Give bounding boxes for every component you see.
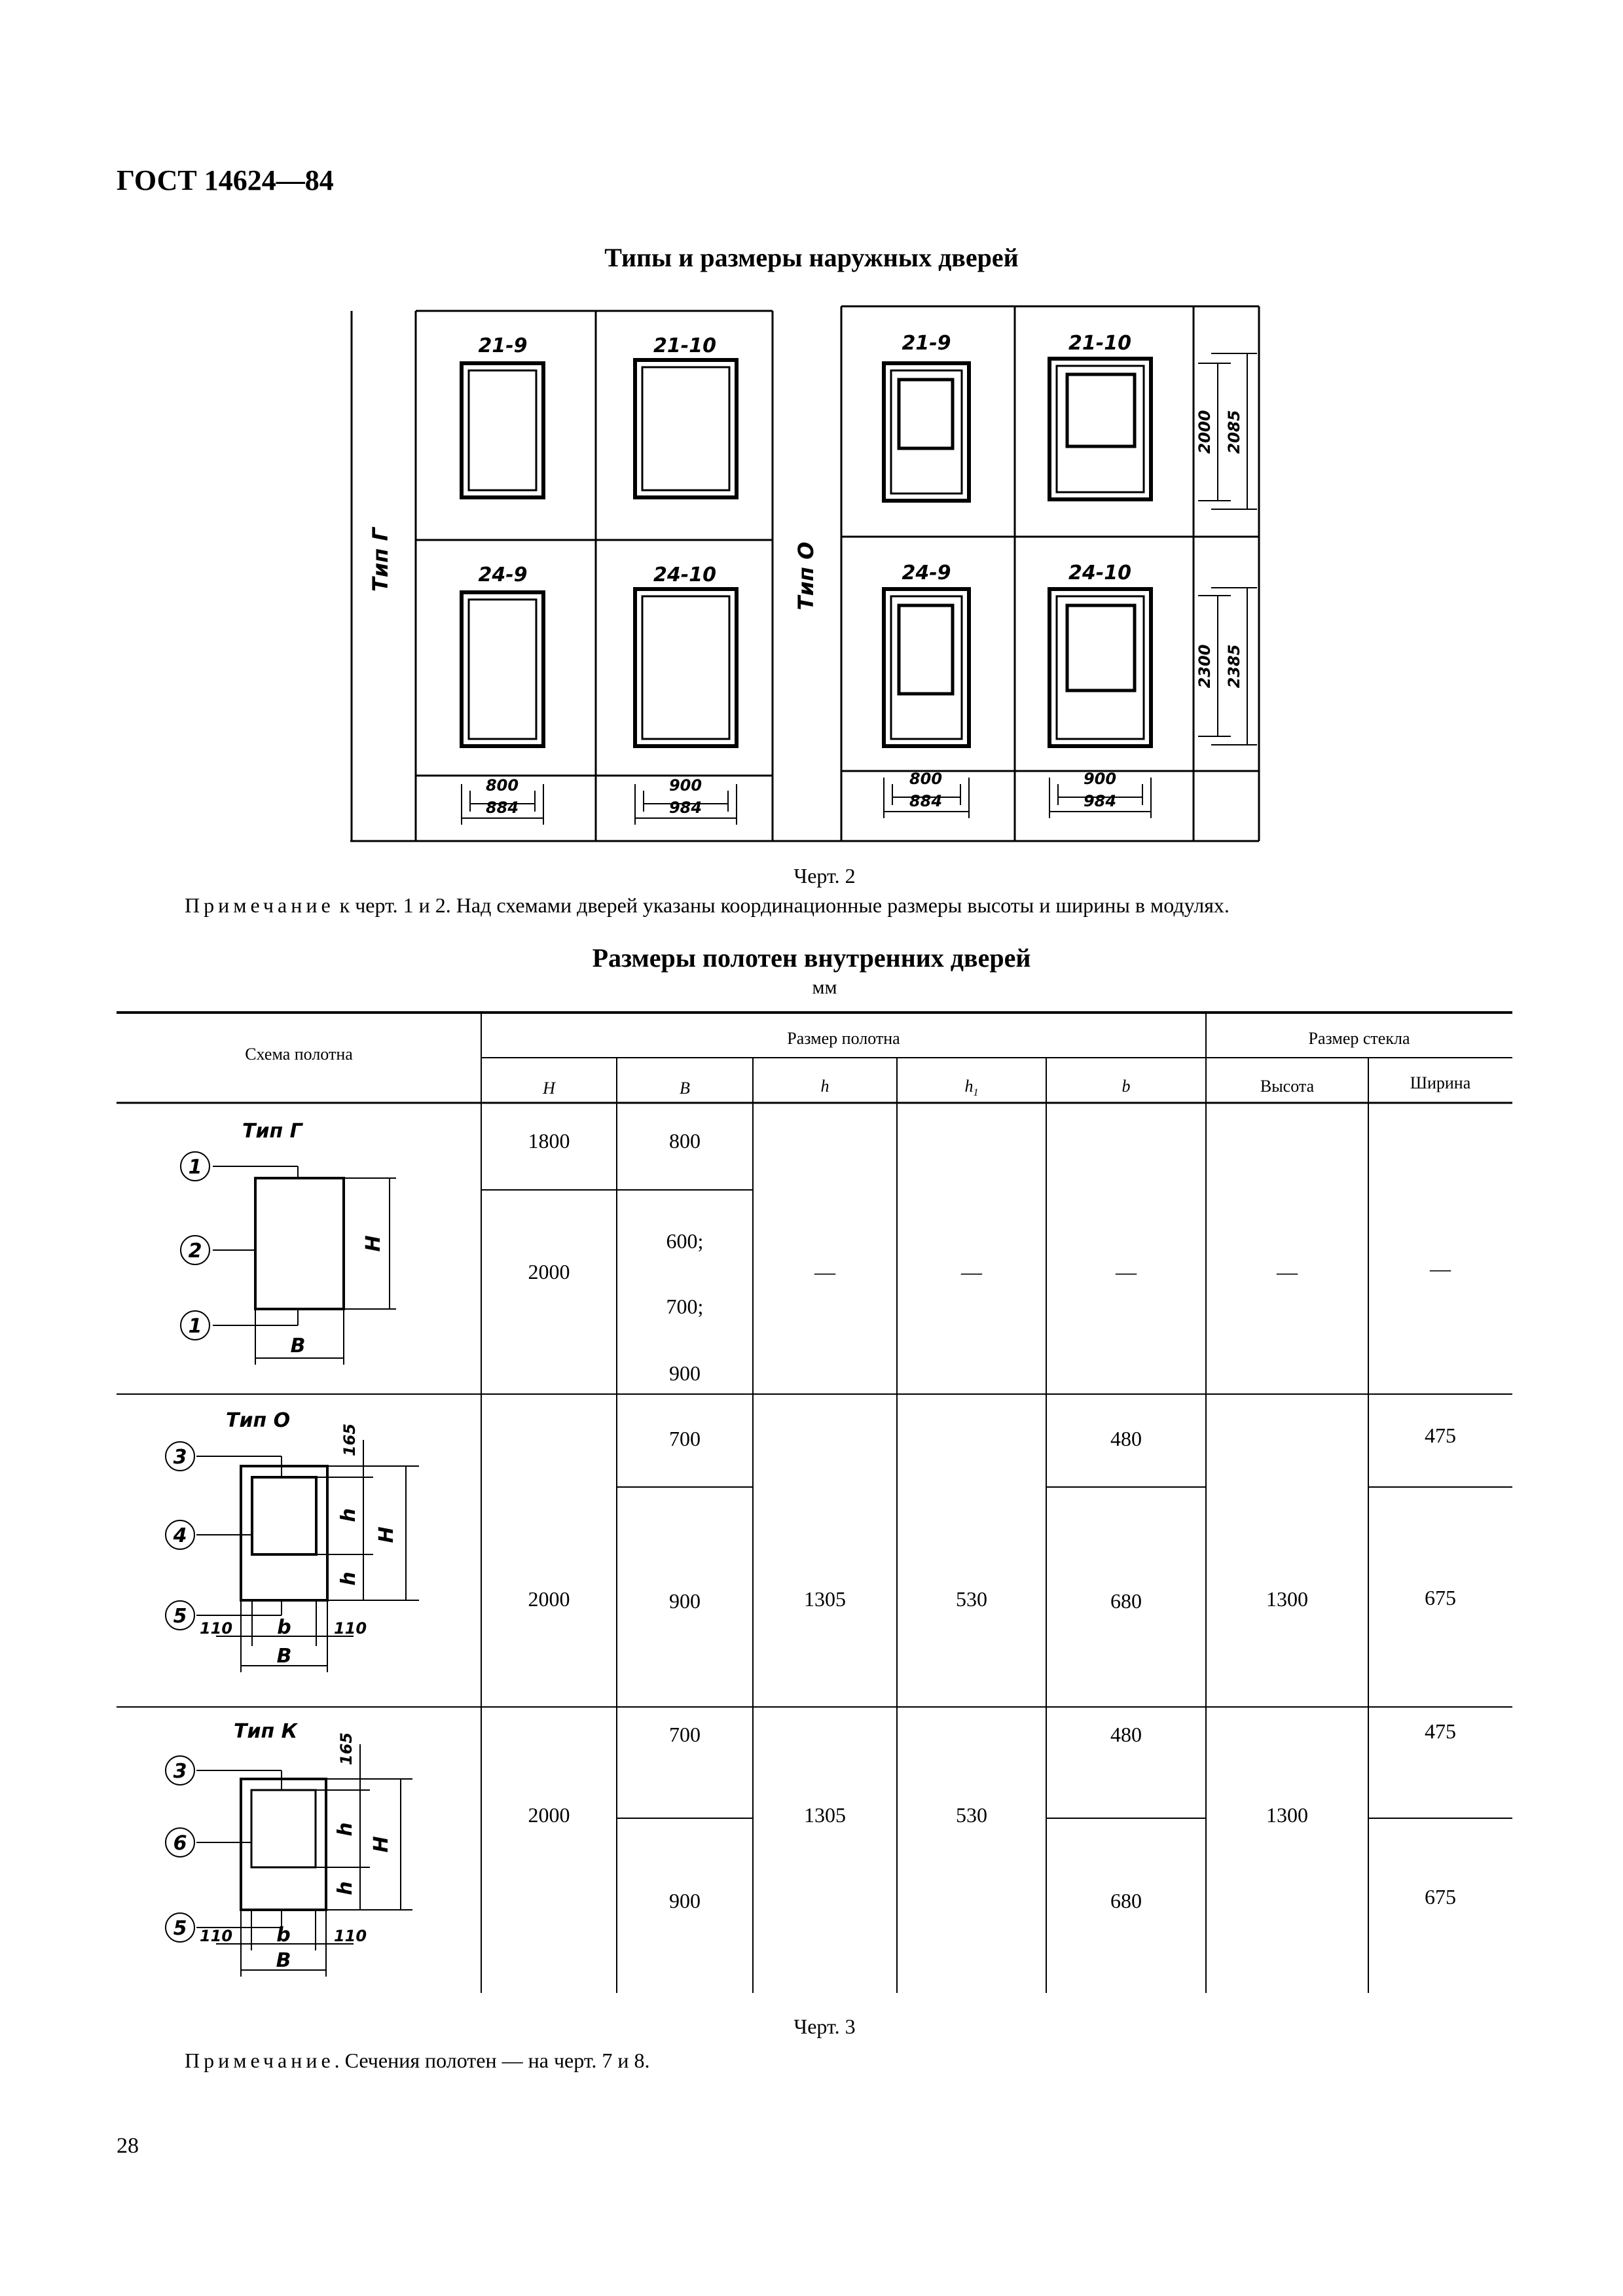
dim-165-k: 165: [337, 1732, 356, 1766]
mark-6: 6: [173, 1832, 187, 1855]
figure3-note-text: . Сечения полотен — на черт. 7 и 8.: [334, 2049, 650, 2072]
header-glass-height: Высота: [1260, 1077, 1315, 1096]
k-b-480: 480: [1110, 1723, 1142, 1746]
k-h: 1305: [804, 1803, 846, 1827]
dim-110-left-k: 110: [199, 1927, 233, 1945]
o-b-680: 680: [1110, 1589, 1142, 1613]
o-h1: 530: [956, 1587, 987, 1611]
dim-2300: 2300: [1195, 644, 1214, 689]
header-scheme: Схема полотна: [245, 1045, 353, 1064]
figure2-note-label: Примечание: [185, 893, 335, 917]
header-B: B: [680, 1079, 690, 1098]
dim-B-g: B: [290, 1335, 306, 1357]
header-leaf-size: Размер полотна: [787, 1029, 900, 1048]
dim-110-right-o: 110: [333, 1619, 367, 1638]
dim-b-k: b: [276, 1924, 291, 1946]
dim-884-g: 884: [485, 798, 519, 817]
k-glass-width-475: 475: [1425, 1719, 1456, 1743]
door-label-g-24-10: 24-10: [653, 564, 716, 586]
k-h1: 530: [956, 1803, 987, 1827]
type-o-label: Тип О: [793, 541, 818, 611]
g-h1: —: [961, 1260, 982, 1283]
header-glass-size: Размер стекла: [1308, 1029, 1410, 1048]
dim-800-g: 800: [485, 776, 519, 795]
scheme-type-o: [166, 1409, 419, 1672]
mark-3-o: 3: [173, 1446, 187, 1469]
door-label-o-21-10: 21-10: [1068, 332, 1131, 355]
dim-900-g: 900: [668, 776, 702, 795]
door-label-g-21-9: 21-9: [478, 334, 528, 357]
dim-H-k: H: [370, 1836, 393, 1853]
mark-4: 4: [173, 1524, 187, 1547]
dim-110-left-o: 110: [199, 1619, 233, 1638]
figure2-title: Типы и размеры наружных дверей: [604, 243, 1019, 272]
dim-984-g: 984: [668, 798, 702, 817]
dim-h1-k: h: [334, 1881, 357, 1895]
g-B-600: 600;: [666, 1229, 704, 1253]
g-H-1800: 1800: [528, 1129, 570, 1153]
g-B-900: 900: [669, 1361, 701, 1385]
g-B-800: 800: [669, 1129, 701, 1153]
dim-H-g: H: [362, 1235, 385, 1252]
o-b-480: 480: [1110, 1427, 1142, 1450]
dim-165-o: 165: [340, 1423, 359, 1457]
g-h: —: [814, 1260, 835, 1283]
figure3-note: [185, 2049, 1494, 2073]
figure3-note-label: Примечание: [185, 2049, 335, 2072]
k-B-700: 700: [669, 1723, 701, 1746]
figure3-title: Размеры полотен внутренних дверей: [592, 943, 1031, 973]
figure2-note-text: к черт. 1 и 2. Над схемами дверей указаны координационные размеры высоты и ширины в модулях.: [334, 893, 1230, 917]
page-number: 28: [117, 2134, 139, 2158]
scheme-type-o-label: Тип О: [226, 1409, 291, 1432]
dim-884-o: 884: [909, 792, 943, 810]
dim-h1-o: h: [337, 1571, 360, 1586]
door-label-o-24-10: 24-10: [1068, 562, 1131, 584]
figure3-caption: Черт. 3: [793, 2015, 856, 2038]
dim-2385: 2385: [1225, 644, 1243, 689]
o-glass-height: 1300: [1266, 1587, 1308, 1611]
mark-1-top: 1: [188, 1156, 202, 1179]
type-g-label: Тип Г: [368, 528, 393, 592]
o-h: 1305: [804, 1587, 846, 1611]
mark-2: 2: [188, 1240, 202, 1263]
dim-2000: 2000: [1195, 410, 1214, 454]
door-label-g-24-9: 24-9: [478, 564, 528, 586]
dim-h-k: h: [334, 1822, 357, 1837]
o-glass-width-475: 475: [1425, 1424, 1456, 1447]
dim-B-k: B: [276, 1949, 291, 1972]
o-B-900: 900: [669, 1589, 701, 1613]
header-h1: $h_1$: [964, 1077, 979, 1099]
scheme-type-g-label: Тип Г: [242, 1120, 302, 1143]
k-B-900: 900: [669, 1889, 701, 1912]
header-glass-width: Ширина: [1410, 1073, 1471, 1092]
dim-900-o: 900: [1083, 770, 1117, 788]
scheme-type-k-label: Тип К: [234, 1720, 298, 1743]
figure3-unit: мм: [812, 977, 837, 998]
dim-984-o: 984: [1083, 792, 1117, 810]
k-b-680: 680: [1110, 1889, 1142, 1912]
g-glass-width: —: [1430, 1257, 1451, 1280]
figure2-caption: Черт. 2: [793, 864, 856, 888]
dim-2085: 2085: [1225, 410, 1243, 454]
g-b: —: [1116, 1260, 1137, 1283]
scheme-type-k: [166, 1720, 412, 1977]
door-label-o-24-9: 24-9: [902, 562, 951, 584]
dim-110-right-k: 110: [333, 1927, 367, 1945]
mark-3-k: 3: [173, 1760, 187, 1783]
door-label-o-21-9: 21-9: [902, 332, 951, 355]
k-H: 2000: [528, 1803, 570, 1827]
mark-5-k: 5: [173, 1917, 187, 1940]
dim-H-o: H: [375, 1526, 398, 1543]
door-label-g-21-10: 21-10: [653, 334, 716, 357]
mark-1-bottom: 1: [188, 1315, 202, 1338]
o-B-700: 700: [669, 1427, 701, 1450]
dim-h-o: h: [337, 1508, 360, 1522]
dim-b-o: b: [277, 1616, 291, 1639]
scheme-type-g: [181, 1120, 396, 1365]
document-code: ГОСТ 14624—84: [117, 164, 334, 196]
header-h: h: [820, 1077, 830, 1096]
dim-B-o: B: [276, 1645, 292, 1668]
g-glass-height: —: [1277, 1260, 1298, 1283]
o-glass-width-675: 675: [1425, 1586, 1456, 1609]
dim-800-o: 800: [909, 770, 943, 788]
mark-5-o: 5: [173, 1605, 187, 1628]
header-H: H: [543, 1079, 555, 1098]
header-b: b: [1122, 1077, 1131, 1096]
o-H: 2000: [528, 1587, 570, 1611]
g-B-700: 700;: [666, 1295, 704, 1318]
k-glass-height: 1300: [1266, 1803, 1308, 1827]
g-H-2000: 2000: [528, 1260, 570, 1283]
k-glass-width-675: 675: [1425, 1885, 1456, 1909]
